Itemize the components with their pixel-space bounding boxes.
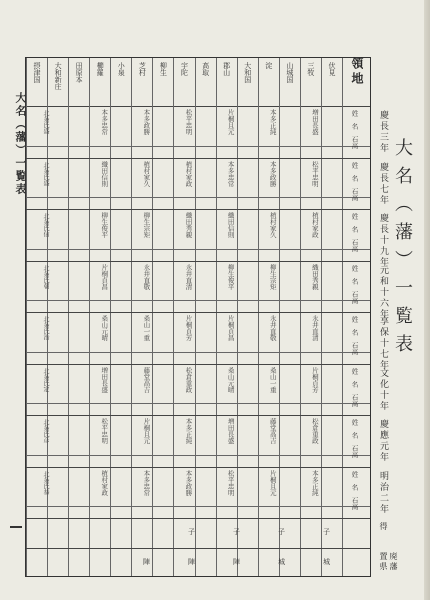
domain-name: 芝村	[138, 62, 147, 76]
era-subrow-divider	[26, 197, 370, 198]
era-label: 元和十六年	[378, 264, 388, 320]
left-clan-entry: 北条氏定	[42, 367, 49, 392]
lord-name: 織田秀親	[184, 212, 193, 238]
domain-column-line	[195, 58, 196, 576]
era-row-divider	[26, 364, 370, 365]
domain-column-line	[173, 58, 174, 576]
header-label-divider	[342, 58, 343, 576]
lord-name: 増田長盛	[100, 366, 109, 393]
domain-column-line	[89, 58, 90, 576]
lord-name: 松平忠明	[226, 469, 235, 496]
lord-name: 藤堂高吉	[268, 418, 277, 444]
domain-name: 宇陀	[180, 62, 189, 76]
lord-name: 松倉重政	[184, 366, 193, 393]
lord-name: 松平忠明	[100, 418, 109, 444]
domain-column-line	[216, 58, 217, 576]
lord-name: 本多政勝	[184, 469, 193, 496]
bottom-row-cell: 城	[322, 558, 331, 565]
lord-name: 片桐貞芳	[184, 315, 193, 341]
domain-name: 三牧	[306, 62, 315, 76]
era-sub-label: 姓 名 石高	[350, 161, 359, 201]
domain-column-line	[258, 58, 259, 576]
domain-name: 淀	[264, 62, 273, 69]
lord-name: 桑山元晴	[226, 366, 235, 393]
lord-name: 片桐且元	[226, 109, 235, 135]
era-subrow-divider	[26, 455, 370, 456]
domain-column-line	[68, 58, 69, 576]
era-label: 享保十七年	[378, 316, 388, 371]
era-label: 慶長十九年	[378, 213, 388, 268]
bottom-row-cell: 子	[322, 528, 331, 535]
bottom-row-cell: 陣	[232, 558, 241, 565]
lord-name: 永井直敬	[268, 315, 277, 341]
lord-name: 増田長盛	[310, 109, 319, 135]
left-clan-entry: 北条氏信	[42, 213, 49, 237]
domain-column-line	[321, 58, 322, 576]
lord-name: 植村家久	[268, 212, 277, 238]
lord-name: 本多正純	[184, 418, 193, 444]
lord-name: 本多忠常	[142, 469, 151, 496]
lord-name: 片桐貞昌	[100, 263, 109, 290]
lord-name: 永井直清	[310, 315, 319, 341]
bottom-row-label: 廃藩置県	[379, 552, 398, 572]
era-sub-label: 姓 名 石高	[350, 213, 359, 252]
era-subrow-divider	[26, 146, 370, 147]
era-sub-label: 姓 名 石高	[350, 316, 359, 355]
domain-column-line	[131, 58, 132, 576]
domain-name: 伏見	[327, 62, 336, 76]
domain-name: 山城国	[285, 62, 294, 83]
era-row-divider	[26, 209, 370, 210]
lord-name: 柳生宗矩	[268, 263, 277, 290]
era-label: 文化十年	[378, 367, 388, 412]
bottom-row-cell: 子	[277, 528, 286, 535]
domain-column-line	[237, 58, 238, 576]
domain-column-line	[279, 58, 280, 576]
lord-name: 藤堂高吉	[142, 366, 151, 393]
lord-name: 本多忠常	[226, 160, 235, 187]
left-clan-entry: 北条氏治	[42, 316, 49, 340]
lord-name: 本多政勝	[142, 109, 151, 135]
bottom-row-cell: 子	[187, 528, 196, 535]
era-sub-label: 姓 名 石高	[350, 367, 359, 407]
domain-column-header: 領地	[350, 57, 364, 87]
left-clan-entry: 北条氏盛	[42, 110, 49, 134]
left-clan-entry: 北条氏恭	[42, 470, 49, 495]
lord-name: 桑山一重	[268, 366, 277, 393]
side-dash-mark	[10, 526, 22, 528]
era-row-divider	[26, 467, 370, 468]
era-label: 明治二年	[378, 470, 388, 515]
lord-name: 本多政勝	[268, 160, 277, 187]
domain-name: 郡山	[222, 62, 231, 76]
lord-name: 織田信則	[100, 160, 109, 187]
era-subrow-divider	[26, 249, 370, 250]
domain-column-line	[26, 58, 27, 576]
era-label: 慶長七年	[378, 161, 388, 206]
lord-name: 本多正純	[268, 109, 277, 135]
era-subrow-divider	[26, 352, 370, 353]
lord-name: 本多正純	[310, 469, 319, 496]
domain-name: 大和国	[243, 62, 252, 83]
era-row-divider	[26, 261, 370, 262]
lord-name: 増田長盛	[226, 418, 235, 444]
era-subrow-divider	[26, 403, 370, 404]
lord-name: 片桐貞昌	[226, 315, 235, 341]
era-row-divider	[26, 158, 370, 159]
era-subrow-divider	[26, 300, 370, 301]
lord-name: 植村家久	[142, 160, 151, 187]
lord-name: 桑山元晴	[100, 315, 109, 341]
domain-name: 摂津国	[33, 62, 42, 83]
lord-name: 永井直敬	[142, 263, 151, 290]
page-title: 大名（藩）一覧表	[392, 138, 413, 362]
lord-name: 片桐且元	[268, 469, 277, 496]
lord-name: 植村家政	[100, 469, 109, 496]
domain-name: 田原本	[75, 62, 84, 83]
era-subrow-divider	[26, 506, 370, 507]
page-edge-shadow	[424, 0, 430, 600]
domain-column-line	[300, 58, 301, 576]
bottom-row-cell: 陣	[187, 558, 196, 565]
lord-name: 松平忠明	[310, 160, 319, 187]
lord-name: 柳生宗矩	[142, 212, 151, 238]
era-row-divider	[26, 415, 370, 416]
bottom-row-label: 得	[379, 522, 388, 532]
lord-name: 植村家政	[310, 212, 319, 238]
left-clan-entry: 北条氏彦	[42, 419, 49, 443]
domain-name: 大和新庄	[54, 62, 63, 90]
domain-name: 柳生	[159, 62, 168, 76]
lord-name: 植村家政	[184, 160, 193, 187]
left-clan-entry: 北条氏盛	[42, 161, 49, 186]
bottom-divider	[26, 518, 370, 519]
era-row-divider	[26, 312, 370, 313]
era-sub-label: 姓 名 石高	[350, 419, 359, 458]
domain-name: 高取	[201, 62, 210, 76]
left-clan-entry: 北条氏朝	[42, 264, 49, 289]
domain-table	[25, 57, 398, 577]
era-label: 慶應元年	[378, 419, 388, 463]
era-sub-label: 姓 名 石高	[350, 110, 359, 149]
domain-column-line	[110, 58, 111, 576]
lord-name: 松平忠明	[184, 109, 193, 135]
bottom-row-cell: 子	[232, 528, 241, 535]
era-label: 慶長三年	[378, 110, 388, 154]
lord-name: 片桐且元	[142, 418, 151, 444]
header-divider	[26, 106, 370, 107]
lord-name: 片桐貞芳	[310, 366, 319, 393]
lord-name: 織田秀親	[310, 263, 319, 290]
lord-name: 柳生俊平	[226, 263, 235, 290]
bottom-row-cell: 城	[277, 558, 286, 565]
side-title: 大名（藩）一覧表	[14, 92, 27, 196]
bottom-divider	[26, 548, 370, 549]
era-sub-label: 姓 名 石高	[350, 470, 359, 510]
lord-name: 桑山一重	[142, 315, 151, 341]
lord-name: 織田信則	[226, 212, 235, 238]
lord-name: 本多忠常	[100, 109, 109, 135]
domain-column-line	[152, 58, 153, 576]
domain-name: 櫛羅	[96, 62, 105, 76]
era-sub-label: 姓 名 石高	[350, 264, 359, 304]
bottom-row-cell: 陣	[142, 558, 151, 565]
lord-name: 松倉重政	[310, 418, 319, 444]
lord-name: 柳生俊平	[100, 212, 109, 238]
domain-name: 小泉	[117, 62, 126, 76]
lord-name: 永井直清	[184, 263, 193, 290]
